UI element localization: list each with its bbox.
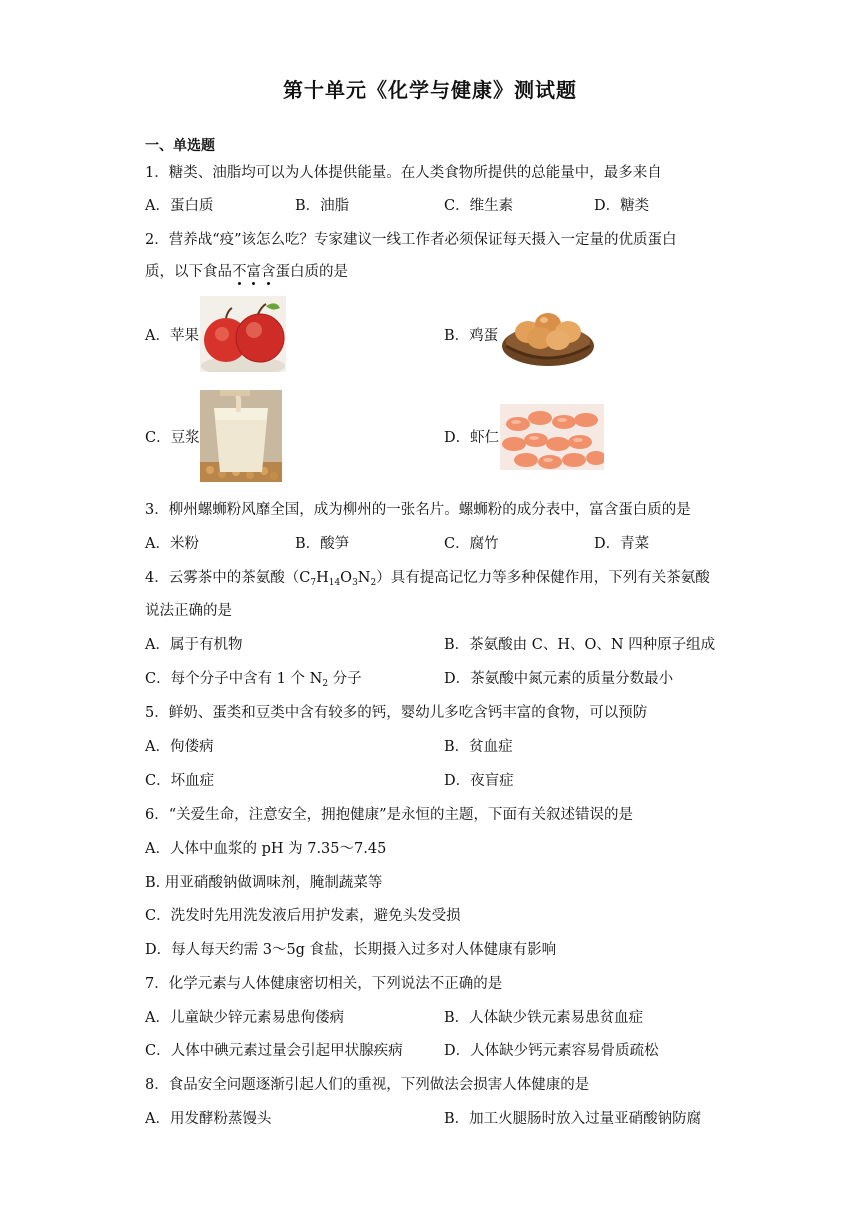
q3-option-d[interactable]: D．青菜 [594, 536, 650, 552]
q4-stem-line2: 说法正确的是 [145, 603, 232, 619]
q5-option-a[interactable]: A．佝偻病 [145, 739, 214, 755]
q2-option-a[interactable]: A．苹果 [145, 328, 199, 344]
q1-option-c[interactable]: C．维生素 [444, 198, 514, 214]
q5-option-c[interactable]: C．坏血症 [145, 773, 215, 789]
formula-subscript: 3 [352, 578, 358, 588]
q6-option-a[interactable]: A．人体中血浆的 pH 为 7.35～7.45 [145, 841, 387, 857]
q7-option-b[interactable]: B．人体缺少铁元素易患贫血症 [444, 1010, 644, 1026]
q6-option-d[interactable]: D．每人每天约需 3～5g 食盐，长期摄入过多对人体健康有影响 [145, 942, 557, 958]
q6-option-c[interactable]: C．洗发时先用洗发液后用护发素，避免头发受损 [145, 908, 461, 924]
q3-stem: 3．柳州螺蛳粉风靡全国，成为柳州的一张名片。螺蛳粉的成分表中，富含蛋白质的是 [145, 502, 691, 518]
q1-option-a[interactable]: A．蛋白质 [145, 198, 214, 214]
emphasis-char: 不 [232, 264, 247, 280]
q8-option-a[interactable]: A．用发酵粉蒸馒头 [145, 1111, 272, 1127]
q4-stem-line1 [145, 568, 710, 593]
emphasis-char: 富 [246, 264, 261, 280]
q2-option-b[interactable]: B．鸡蛋 [444, 328, 499, 344]
q4-option-c-text: C．每个分子中含有 1 个 N [145, 671, 323, 687]
formula-subscript: 7 [310, 578, 317, 588]
soymilk-image [200, 390, 282, 482]
q7-stem: 7．化学元素与人体健康密切相关，下列说法不正确的是 [145, 976, 503, 992]
q4-option-b[interactable]: B．茶氨酸由 C、H、O、N 四种原子组成 [444, 637, 716, 653]
apple-image [200, 296, 286, 372]
q4-option-c[interactable] [145, 669, 362, 694]
formula-element: O [340, 570, 353, 586]
q1-stem: 1．糖类、油脂均可以为人体提供能量。在人类食物所提供的总能量中，最多来自 [145, 165, 662, 181]
q5-option-b[interactable]: B．贫血症 [444, 739, 513, 755]
q7-option-d[interactable]: D．人体缺少钙元素容易骨质疏松 [444, 1043, 659, 1059]
q2-stem-post: 蛋白质的是 [275, 264, 348, 280]
q3-option-a[interactable]: A．米粉 [145, 536, 199, 552]
q6-stem: 6．“关爱生命，注意安全，拥抱健康”是永恒的主题，下面有关叙述错误的是 [145, 807, 634, 823]
q3-option-b[interactable]: B．酸笋 [295, 536, 350, 552]
q6-option-b[interactable]: B. 用亚硝酸钠做调味剂，腌制蔬菜等 [145, 875, 383, 891]
emphasis-char: 含 [261, 264, 276, 280]
formula-subscript: 2 [370, 578, 377, 588]
q1-option-d[interactable]: D．糖类 [594, 198, 650, 214]
q4-stem-text: 4．云雾茶中的茶氨酸（C [145, 570, 311, 586]
q2-stem-pre: 质，以下食品 [145, 264, 232, 280]
formula-element: N [357, 570, 371, 586]
section-heading: 一、单选题 [145, 138, 215, 154]
formula-subscript: 2 [322, 679, 329, 689]
q4-option-a[interactable]: A．属于有机物 [145, 637, 243, 653]
q8-stem: 8．食品安全问题逐渐引起人们的重视，下列做法会损害人体健康的是 [145, 1077, 590, 1093]
formula-subscript: 14 [328, 578, 341, 588]
q3-option-c[interactable]: C．腐竹 [444, 536, 499, 552]
q5-option-d[interactable]: D．夜盲症 [444, 773, 514, 789]
eggs-basket-image [500, 300, 596, 370]
q5-stem: 5．鲜奶、蛋类和豆类中含有较多的钙，婴幼儿多吃含钙丰富的食物，可以预防 [145, 705, 648, 721]
q8-option-b[interactable]: B．加工火腿肠时放入过量亚硝酸钠防腐 [444, 1111, 702, 1127]
page-title: 第十单元《化学与健康》测试题 [283, 78, 577, 102]
q7-option-a[interactable]: A．儿童缺少锌元素易患佝偻病 [145, 1010, 344, 1026]
q2-option-d[interactable]: D．虾仁 [444, 430, 500, 446]
q1-option-b[interactable]: B．油脂 [295, 198, 350, 214]
q2-stem-line2 [145, 262, 348, 282]
shrimp-image [500, 404, 604, 470]
q2-option-c[interactable]: C．豆浆 [145, 430, 200, 446]
formula-element: H [316, 570, 329, 586]
q7-option-c[interactable]: C．人体中碘元素过量会引起甲状腺疾病 [145, 1043, 403, 1059]
q4-stem-text: ）具有提高记忆力等多种保健作用，下列有关茶氨酸 [376, 570, 710, 586]
q4-option-d[interactable]: D．茶氨酸中氮元素的质量分数最小 [444, 671, 674, 687]
q2-stem-line1: 2．营养战“疫”该怎么吃？专家建议一线工作者必须保证每天摄入一定量的优质蛋白 [145, 232, 677, 248]
q4-option-c-text: 分子 [328, 671, 362, 687]
